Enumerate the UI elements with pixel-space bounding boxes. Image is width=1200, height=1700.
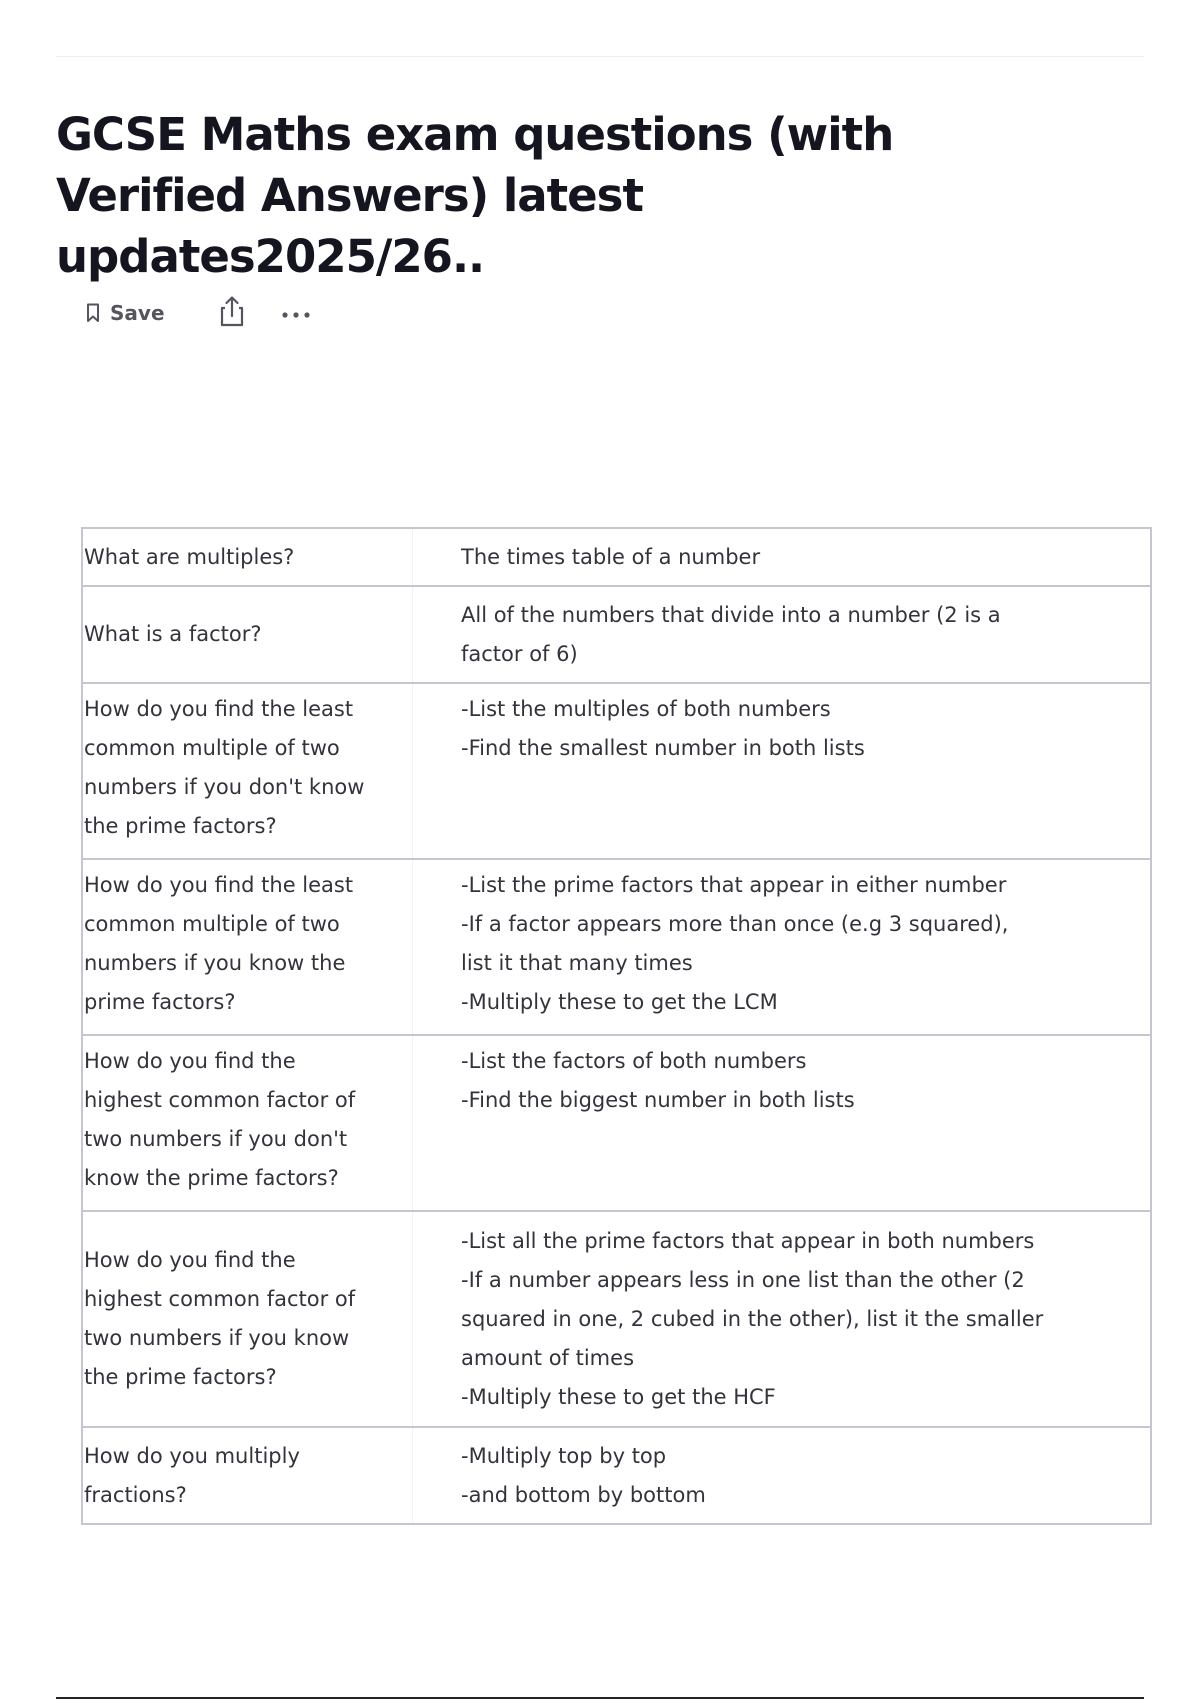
table-row bbox=[82, 1427, 1151, 1524]
more-options-button[interactable] bbox=[281, 304, 311, 323]
top-divider bbox=[56, 56, 1144, 57]
bottom-divider bbox=[56, 1697, 1144, 1699]
answer-cell: -List the multiples of both numbers -Find the smallest number in both lists bbox=[413, 683, 1152, 859]
question-cell: How do you multiply fractions? bbox=[82, 1427, 413, 1524]
action-bar bbox=[86, 295, 311, 331]
save-label: Save bbox=[110, 301, 165, 325]
answer-cell: -List all the prime factors that appear in both numbers -If a number appears less in one list than the other (2 squared in one, 2 cubed in the other), list it the smaller amount of times -Multiply these to get the HCF bbox=[413, 1211, 1152, 1427]
answer-cell: -Multiply top by top -and bottom by bottom bbox=[413, 1427, 1152, 1524]
table-row bbox=[82, 528, 1151, 586]
table-row bbox=[82, 1035, 1151, 1211]
share-button[interactable] bbox=[217, 295, 247, 331]
question-cell: What is a factor? bbox=[82, 586, 413, 683]
table-row bbox=[82, 586, 1151, 683]
save-button[interactable] bbox=[86, 301, 165, 325]
qa-table bbox=[81, 527, 1152, 1525]
bookmark-icon bbox=[86, 303, 100, 323]
more-options-icon bbox=[281, 304, 311, 323]
table-row bbox=[82, 683, 1151, 859]
question-cell: How do you find the highest common factor of two numbers if you don't know the prime factors? bbox=[82, 1035, 413, 1211]
table-row bbox=[82, 859, 1151, 1035]
question-cell: How do you find the highest common factor of two numbers if you know the prime factors? bbox=[82, 1211, 413, 1427]
question-cell: How do you find the least common multiple of two numbers if you don't know the prime factors? bbox=[82, 683, 413, 859]
question-cell: How do you find the least common multiple of two numbers if you know the prime factors? bbox=[82, 859, 413, 1035]
question-cell: What are multiples? bbox=[82, 528, 413, 586]
table-row bbox=[82, 1211, 1151, 1427]
share-icon bbox=[217, 295, 247, 331]
answer-cell: All of the numbers that divide into a number (2 is a factor of 6) bbox=[413, 586, 1152, 683]
answer-cell: -List the factors of both numbers -Find the biggest number in both lists bbox=[413, 1035, 1152, 1211]
page-title: GCSE Maths exam questions (with Verified Answers) latest updates2025/26.. bbox=[56, 108, 894, 283]
answer-cell: -List the prime factors that appear in either number -If a factor appears more than once (e.g 3 squared), list it that many times -Multiply these to get the LCM bbox=[413, 859, 1152, 1035]
answer-cell: The times table of a number bbox=[413, 528, 1152, 586]
